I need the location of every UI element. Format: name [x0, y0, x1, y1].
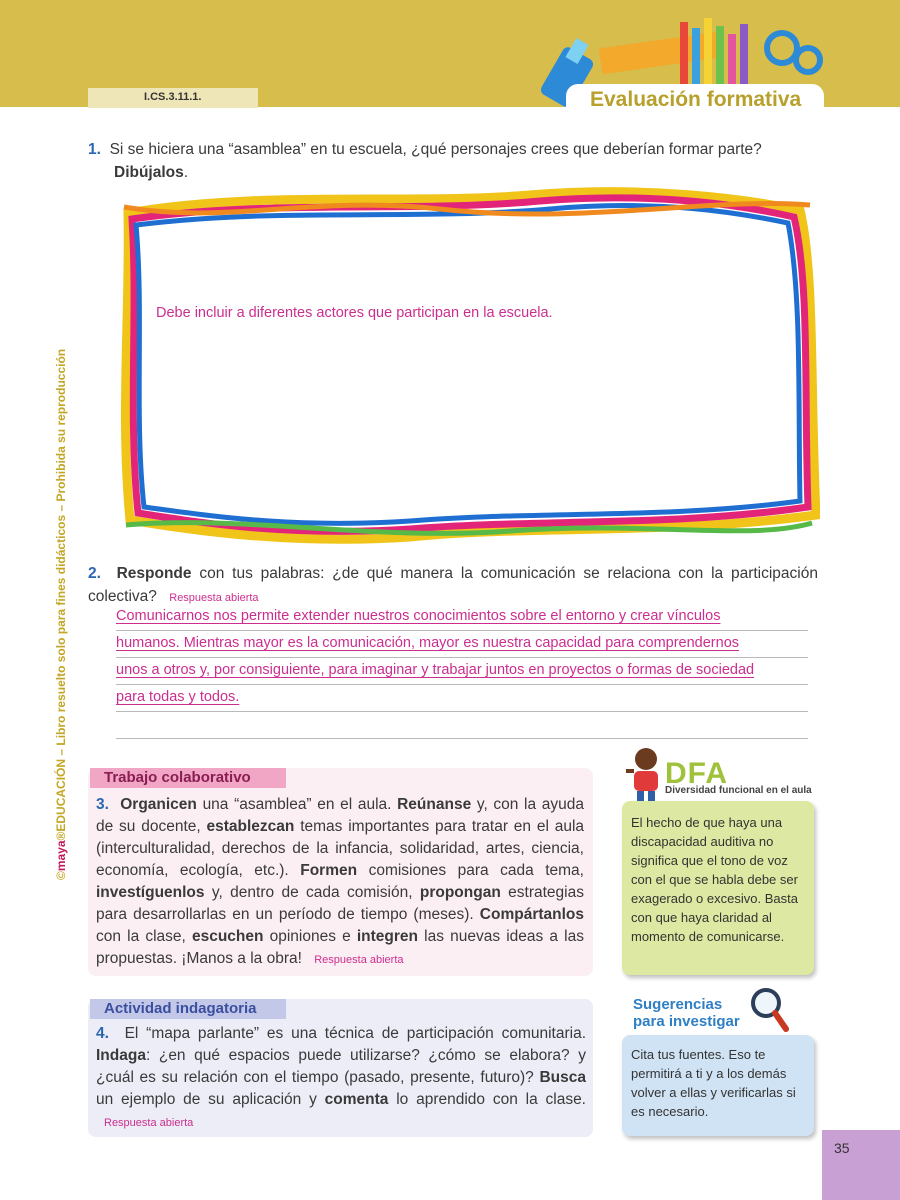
drawing-frame [110, 185, 820, 545]
suggestions-title-line1: Sugerencias [633, 996, 723, 1013]
keyword: Reúnanse [397, 796, 472, 813]
copyright-rest: ®EDUCACIÓN – Libro resuelto solo para fines didácticos – Prohibida su reproducción [54, 348, 68, 841]
keyword: establezcan [206, 818, 295, 835]
keyword: propongan [419, 884, 501, 901]
text: un ejemplo de su aplicación y [96, 1091, 317, 1108]
text: : ¿en qué espacios puede utilizarse? ¿cómo se elabora? y ¿cuál es su relación con el tiempo (pasado, presente, futuro)? [96, 1047, 586, 1086]
text: las nuevas ideas a las propuestas. ¡Manos a la obra! [96, 928, 584, 967]
suggestions-title [633, 996, 740, 1030]
question-text-end: . [183, 164, 189, 181]
dfa-subtitle: Diversidad funcional en el aula [665, 785, 812, 796]
question-1 [88, 138, 818, 184]
text: una “asamblea” en el aula. [202, 796, 392, 813]
magnifier-icon [746, 985, 790, 1033]
question-keyword: Dibújalos [114, 164, 184, 181]
question-3 [96, 794, 584, 971]
copyright-symbol: © [54, 871, 68, 880]
page-title: Evaluación formativa [590, 88, 802, 111]
open-answer-note: Respuesta abierta [314, 954, 404, 966]
question-2 [88, 562, 818, 610]
text: lo aprendido con la clase. [396, 1091, 586, 1108]
question-number: 4. [96, 1025, 109, 1042]
inquiry-activity-label: Actividad indagatoria [90, 999, 286, 1019]
copyright-side-text [54, 320, 68, 880]
keyword: investíguenlos [96, 884, 205, 901]
keyword: Formen [300, 862, 358, 879]
question-4 [96, 1023, 586, 1134]
keyword: Indaga [96, 1047, 146, 1064]
keyword: integren [356, 928, 419, 945]
text: temas importantes para tratar en el aula (interculturalidad, derechos de la infancia, solidaridad, artes, ciencia, economía, ecología, etc.). [96, 818, 585, 879]
suggestions-text: Cita tus fuentes. Eso te permitirá a ti y a los demás volver a ellas y verificarlas si es necesario. [622, 1035, 814, 1136]
question-number: 1. [88, 141, 101, 158]
collaborative-work-label: Trabajo colaborativo [90, 768, 286, 788]
question-keyword: Responde [116, 565, 192, 582]
question-number: 3. [96, 796, 109, 813]
text: El “mapa parlante” es una técnica de participación comunitaria. [124, 1025, 586, 1042]
text: estrategias para desarrollarlas en un período de tiempo (meses). [96, 884, 584, 923]
open-answer-note: Respuesta abierta [169, 592, 259, 604]
suggestions-title-line2: para investigar [633, 1013, 740, 1030]
answer-line: humanos. Mientras mayor es la comunicación, mayor es nuestra capacidad para comprendernos [116, 631, 808, 658]
question-text: Si se hiciera una “asamblea” en tu escuela, ¿qué personajes crees que deberían formar parte? [109, 141, 762, 158]
text: opiniones e [269, 928, 351, 945]
keyword: escuchen [191, 928, 264, 945]
text: con la clase, [96, 928, 186, 945]
answer-line: unos a otros y, por consiguiente, para imaginar y trabajar juntos en proyectos o formas de sociedad [116, 658, 808, 685]
text: y, con la ayuda de su docente, [96, 796, 584, 835]
open-answer-note: Respuesta abierta [104, 1117, 194, 1129]
text: y, dentro de cada comisión, [211, 884, 413, 901]
dfa-title: DFA [665, 757, 728, 790]
answer-lines [116, 604, 808, 739]
answer-q1: Debe incluir a diferentes actores que participan en la escuela. [156, 305, 553, 321]
child-character-icon [622, 745, 668, 807]
answer-line: para todas y todos. [116, 685, 808, 712]
curriculum-code: I.CS.3.11.1. [88, 88, 258, 108]
dfa-text: El hecho de que haya una discapacidad auditiva no significa que el tono de voz con el que se habla debe ser exagerado o excesivo. Basta con que haya claridad al momento de comunicarse. [622, 801, 814, 975]
keyword: Busca [539, 1069, 587, 1086]
page-number: 35 [822, 1130, 900, 1200]
keyword: Organicen [120, 796, 197, 813]
brand-logo-text: maya [54, 840, 68, 872]
keyword: Compártanlos [479, 906, 584, 923]
answer-line: Comunicarnos nos permite extender nuestros conocimientos sobre el entorno y crear vínculos [116, 604, 808, 631]
text: comisiones para cada tema, [368, 862, 584, 879]
keyword: comenta [324, 1091, 389, 1108]
answer-line [116, 712, 808, 739]
question-text: con tus palabras: ¿de qué manera la comunicación se relaciona con la participación colectiva? [88, 565, 818, 605]
question-number: 2. [88, 565, 101, 582]
